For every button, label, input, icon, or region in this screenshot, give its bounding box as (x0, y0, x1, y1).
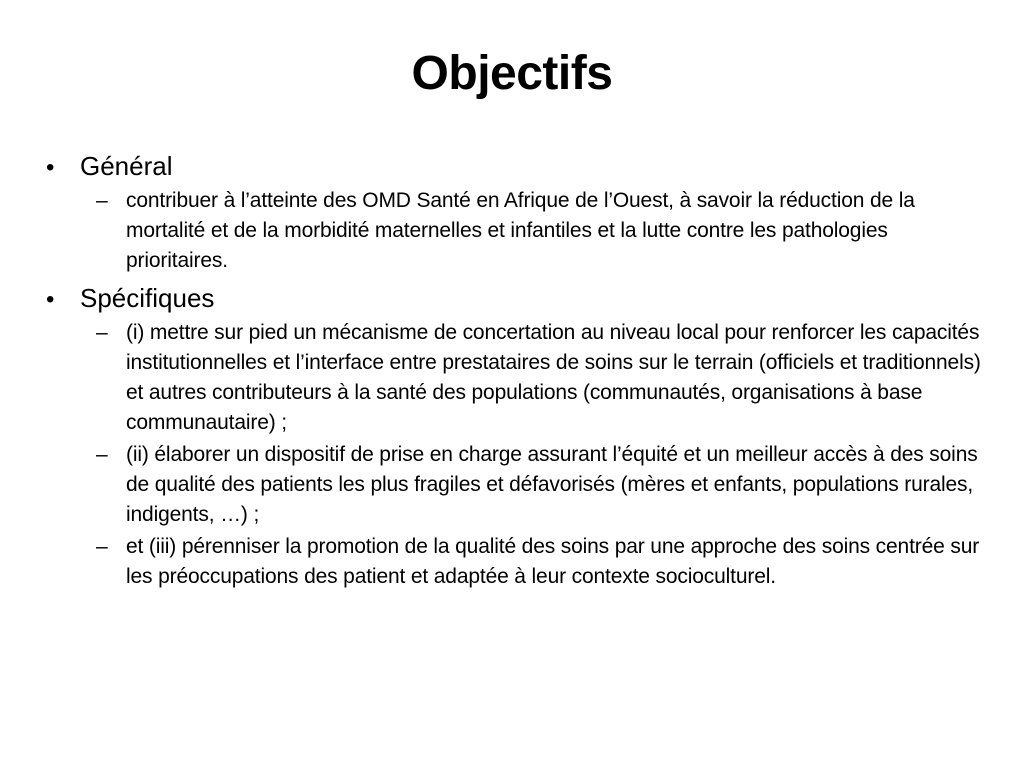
sub-bullet-item (96, 440, 992, 530)
dash-icon: – (96, 443, 108, 466)
dash-icon: – (96, 189, 108, 212)
section-heading: Général (80, 151, 173, 181)
section-specifiques (42, 282, 992, 592)
section-heading: Spécifiques (80, 283, 215, 313)
bullet-item (42, 282, 992, 316)
sub-bullet-text: (i) mettre sur pied un mécanisme de concertation au niveau local pour renforcer les capacités institutionnelles et l’interface entre prestataires de soins sur le terrain (officiels et traditionnels) et autres contributeurs à la santé des populations (communautés, organisations à base communautaire) ; (126, 321, 981, 434)
slide-content (42, 146, 992, 598)
bullet-item (42, 150, 992, 184)
bullet-icon: • (46, 154, 55, 181)
sub-bullet-item (96, 186, 992, 276)
section-general (42, 150, 992, 276)
bullet-icon: • (46, 286, 55, 313)
dash-icon: – (96, 535, 108, 558)
sub-bullet-text: contribuer à l’atteinte des OMD Santé en Afrique de l’Ouest, à savoir la réduction de la mortalité et de la morbidité maternelles et infantiles et la lutte contre les pathologies prioritaires. (126, 189, 915, 272)
sub-bullet-text: et (iii) pérenniser la promotion de la qualité des soins par une approche des soins centrée sur les préoccupations des patient et adaptée à leur contexte socioculturel. (126, 535, 980, 588)
sub-bullet-text: (ii) élaborer un dispositif de prise en charge assurant l’équité et un meilleur accès à des soins de qualité des patients les plus fragiles et défavorisés (mères et enfants, populations rurales, indigents, …) ; (126, 443, 978, 526)
slide-title: Objectifs (411, 47, 613, 100)
dash-icon: – (96, 321, 108, 344)
sub-bullet-item (96, 318, 992, 438)
sub-bullet-item (96, 532, 992, 592)
